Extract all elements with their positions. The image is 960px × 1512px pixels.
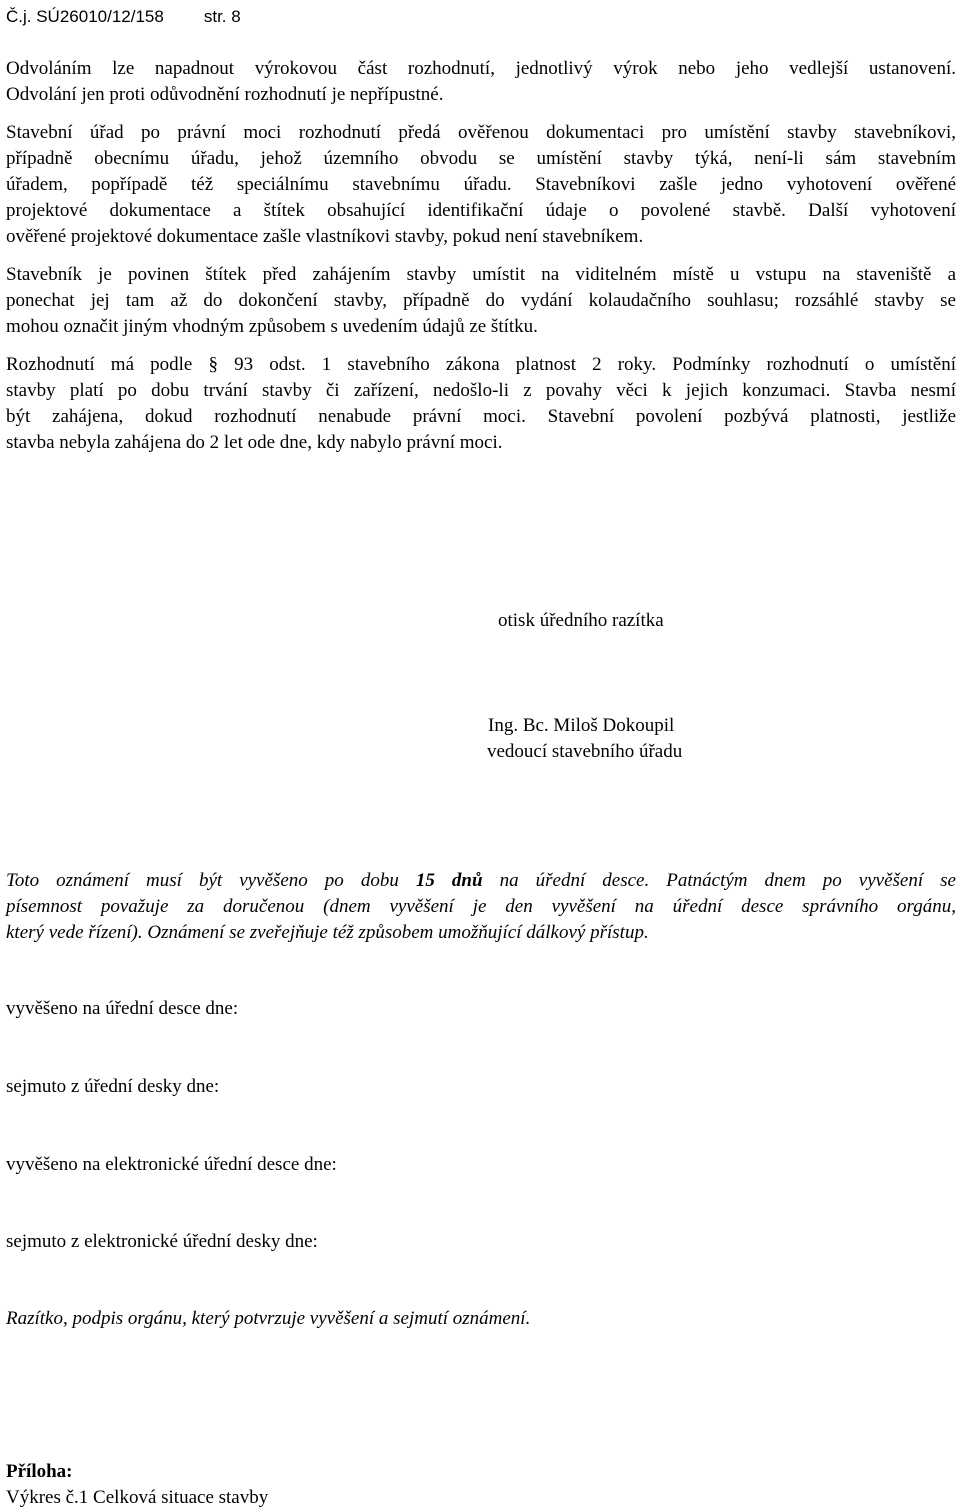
posting-notice bbox=[6, 868, 956, 946]
notice-line: Toto oznámení musí být vyvěšeno po dobu 15 dnů na úřední desce. Patnáctým dnem po vyvěšení se bbox=[6, 870, 956, 891]
field-removed-electronic: sejmuto z elektronické úřední desky dne: bbox=[6, 1231, 318, 1252]
attachment-heading: Příloha: bbox=[6, 1461, 73, 1482]
field-posted-electronic: vyvěšeno na elektronické úřední desce dne: bbox=[6, 1154, 337, 1175]
paragraph-line: Stavebník je povinen štítek před zahájením stavby umístit na viditelném místě u vstupu na staveniště a bbox=[6, 264, 956, 285]
paragraph-validity bbox=[6, 352, 956, 456]
stamp-placeholder: otisk úředního razítka bbox=[498, 610, 664, 631]
page-number: str. 8 bbox=[203, 7, 241, 26]
signatory-title: vedoucí stavebního úřadu bbox=[487, 741, 683, 762]
paragraph-line: mohou označit jiným vhodným způsobem s uvedením údajů ze štítku. bbox=[6, 316, 538, 337]
paragraph-line: Odvolání jen proti odůvodnění rozhodnutí je nepřípustné. bbox=[6, 84, 444, 105]
page-header bbox=[6, 6, 241, 28]
stamp-signature-line: Razítko, podpis orgánu, který potvrzuje vyvěšení a sejmutí oznámení. bbox=[6, 1308, 531, 1329]
duration-highlight: 15 dnů bbox=[415, 870, 483, 891]
paragraph-line: stavba nebyla zahájena do 2 let ode dne, kdy nabylo právní moci. bbox=[6, 432, 503, 453]
paragraph-line: projektové dokumentace a štítek obsahující identifikační údaje o povolené stavbě. Další vyhotovení bbox=[6, 200, 956, 221]
paragraph-line: stavby platí po dobu trvání stavby či zařízení, nedošlo-li z povahy věci k jejich konzumaci. Stavba nesmí bbox=[6, 380, 956, 401]
paragraph-label bbox=[6, 262, 956, 340]
paragraph-line: Stavební úřad po právní moci rozhodnutí předá ověřenou dokumentaci pro umístění stavby stavebníkovi, bbox=[6, 122, 956, 143]
paragraph-line: případně obecnímu úřadu, jehož územního obvodu se umístění stavby týká, není-li sám stavebním bbox=[6, 148, 956, 169]
signatory-name: Ing. Bc. Miloš Dokoupil bbox=[488, 715, 675, 736]
paragraph-line: ověřené projektové dokumentace zašle vlastníkovi stavby, pokud není stavebníkem. bbox=[6, 226, 644, 247]
paragraph-appeal bbox=[6, 56, 956, 108]
paragraph-documentation bbox=[6, 120, 956, 250]
notice-line: který vede řízení). Oznámení se zveřejňuje též způsobem umožňující dálkový přístup. bbox=[6, 922, 649, 943]
attachment-item: Výkres č.1 Celková situace stavby bbox=[6, 1487, 269, 1508]
paragraph-line: ponechat jej tam až do dokončení stavby, případně do vydání kolaudačního souhlasu; rozsáhlé stavby se bbox=[6, 290, 956, 311]
field-posted: vyvěšeno na úřední desce dne: bbox=[6, 998, 239, 1019]
paragraph-line: Rozhodnutí má podle § 93 odst. 1 stavebního zákona platnost 2 roky. Podmínky rozhodnutí o umístění bbox=[6, 354, 956, 375]
paragraph-line: Odvoláním lze napadnout výrokovou část rozhodnutí, jednotlivý výrok nebo jeho vedlejší ustanovení. bbox=[6, 58, 956, 79]
notice-line: písemnost považuje za doručenou (dnem vyvěšení je den vyvěšení na úřední desce správního orgánu, bbox=[6, 896, 956, 917]
document-reference: Č.j. SÚ26010/12/158 bbox=[6, 7, 164, 26]
paragraph-line: úřadem, popřípadě též speciálnímu stavebnímu úřadu. Stavebníkovi zašle jedno vyhotovení ověřené bbox=[6, 174, 956, 195]
paragraph-line: být zahájena, dokud rozhodnutí nenabude právní moci. Stavební povolení pozbývá platnosti, jestliže bbox=[6, 406, 956, 427]
field-removed: sejmuto z úřední desky dne: bbox=[6, 1076, 220, 1097]
